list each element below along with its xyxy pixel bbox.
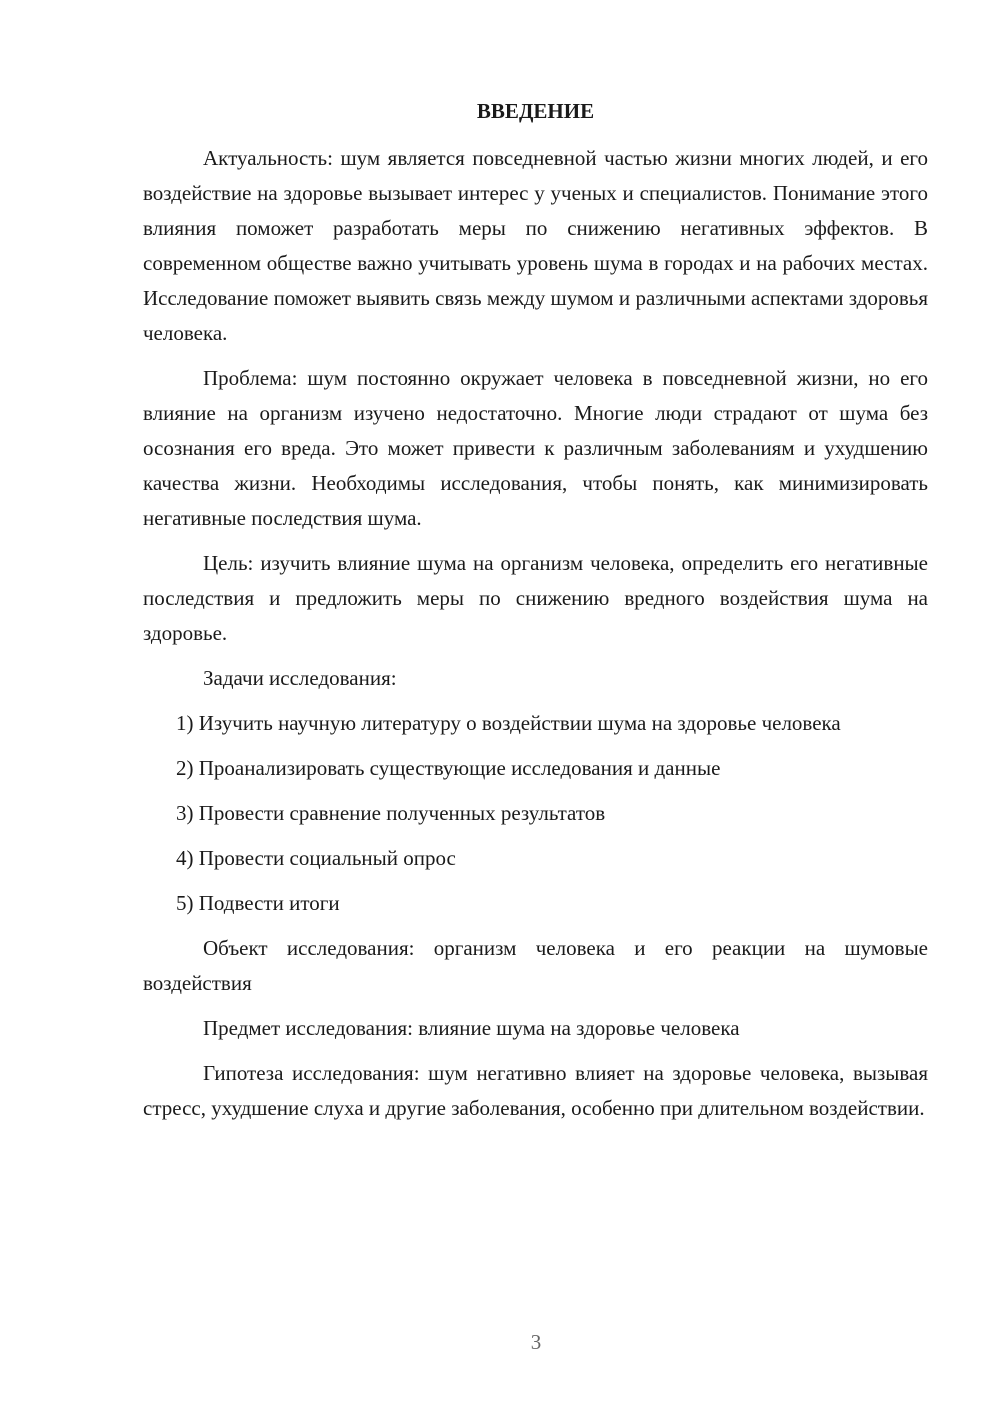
problem-paragraph: Проблема: шум постоянно окружает человека в повседневной жизни, но его влияние на организм изучено недостаточно. Многие люди страдают от шума без осознания его вреда. Это может привести к различным заболеваниям и ухудшению качества жизни. Необходимы исследования, чтобы понять, как минимизировать негативные последствия шума. (143, 366, 928, 530)
page-number: 3 (530, 1330, 542, 1354)
task-item: 1) Изучить научную литературу о воздействии шума на здоровье человека (176, 711, 841, 735)
page-title: ВВЕДЕНИЕ (476, 99, 595, 123)
document-page (143, 96, 928, 1136)
task-item: 5) Подвести итоги (176, 891, 340, 915)
subject-paragraph: Предмет исследования: влияние шума на здоровье человека (203, 1016, 740, 1040)
hypothesis-paragraph: Гипотеза исследования: шум негативно влияет на здоровье человека, вызывая стресс, ухудшение слуха и другие заболевания, особенно при длительном воздействии. (143, 1061, 928, 1120)
object-paragraph: Объект исследования: организм человека и его реакции на шумовые воздействия (143, 936, 928, 995)
task-item: 2) Проанализировать существующие исследования и данные (176, 756, 721, 780)
relevance-paragraph: Актуальность: шум является повседневной частью жизни многих людей, и его воздействие на здоровье вызывает интерес у ученых и специалистов. Понимание этого влияния поможет разработать меры по снижению негативных эффектов. В современном обществе важно учитывать уровень шума в городах и на рабочих местах. Исследование поможет выявить связь между шумом и различными аспектами здоровья человека. (143, 146, 928, 345)
tasks-list (143, 706, 928, 921)
goal-paragraph: Цель: изучить влияние шума на организм человека, определить его негативные последствия и предложить меры по снижению вредного воздействия шума на здоровье. (143, 551, 928, 645)
task-item: 4) Провести социальный опрос (176, 846, 456, 870)
task-item: 3) Провести сравнение полученных результатов (176, 801, 606, 825)
tasks-heading: Задачи исследования: (203, 666, 397, 690)
